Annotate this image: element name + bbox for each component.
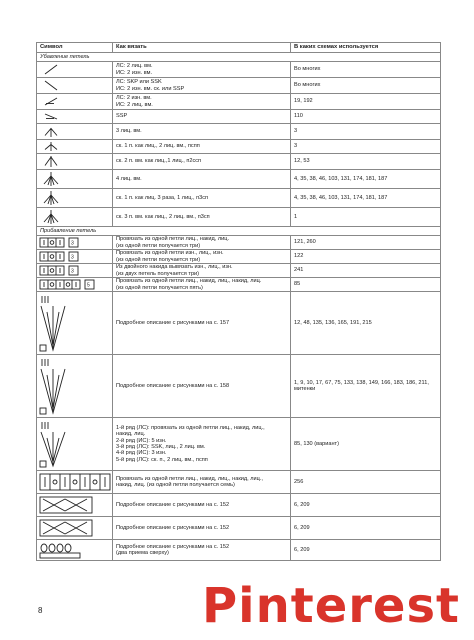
how-line: Подробное описание с рисунками на с. 152 [116,501,230,508]
table-row [37,140,441,154]
row-how [113,540,291,561]
how-line: 5-й ряд (ЛС): ск. п., 2 лиц. вм., пспп [116,456,208,463]
how-line: Провязать из одной петли лиц., накид, лиц., накид, лиц., [116,475,263,482]
how-line: 3 лиц. вм. [116,128,142,135]
knit-symbol-icon [37,124,113,140]
svg-text:3: 3 [71,254,74,261]
knit-symbol-icon [37,94,113,110]
knit-symbol-icon [37,189,113,208]
how-line: 1-й ряд (ЛС): провязать из одной петли лиц., накид, лиц., [116,424,265,431]
section-row [37,227,441,236]
how-line: ск. 3 п. вм. как лиц., 2 лиц. вм., п3сп [116,213,210,220]
knit-symbol-icon [37,170,113,189]
how-line: Подробное описание с рисунками на с. 152 [116,524,230,531]
row-how [113,189,291,208]
knit-symbol-icon [37,62,113,78]
table-row [37,540,441,561]
how-line: (из двух петель получается три) [116,270,200,277]
knit-symbol-icon [37,355,113,418]
row-how [113,208,291,227]
table-row [37,110,441,124]
how-line: Подробное описание с рисунками на с. 157 [116,319,230,326]
row-schemes: Во многих [291,62,441,78]
row-schemes: Во многих [291,78,441,94]
row-schemes: 110 [291,110,441,124]
how-line: Провязать из одной петли изн., лиц., изн. [116,250,224,257]
row-schemes: 4, 35, 38, 46, 103, 131, 174, 181, 187 [291,170,441,189]
row-how [113,78,291,94]
table-row [37,94,441,110]
svg-text:3: 3 [71,268,74,275]
how-line: ск. 2 п. вм. как лиц.,1 лиц., п2ссп [116,158,202,165]
knit-symbol-icon [37,78,113,94]
knit-symbol-icon [37,540,113,561]
table-row [37,236,441,250]
row-schemes: 3 [291,124,441,140]
how-line: SSP [116,113,128,120]
header-symbol: Символ [37,43,113,53]
row-how [113,140,291,154]
row-schemes: 3 [291,140,441,154]
table-row [37,250,441,264]
table-row [37,418,441,471]
knit-symbol-icon [37,292,113,355]
watermark-text: Pinterest [201,578,460,634]
how-line: (из одной петли получается пять) [116,284,203,291]
how-line: (из одной петли получается три) [116,242,201,249]
how-line: 4-й ряд (ИС): 3 изн. [116,450,167,457]
how-line: (из одной петли получается три) [116,256,201,263]
decrease-rows [37,62,441,227]
how-line: ск. 1 п. как лиц. 3 раза, 1 лиц., п3сп [116,194,209,201]
row-schemes: 6, 209 [291,540,441,561]
how-line: (два приема сверху) [116,550,169,556]
knit-symbol-icon [37,471,113,494]
increase-rows [37,236,441,561]
how-line: 4 лиц. вм. [116,175,142,182]
table-row [37,264,441,278]
table-header [37,43,441,53]
table-row [37,189,441,208]
row-schemes: 6, 209 [291,494,441,517]
row-schemes: 6, 209 [291,517,441,540]
row-schemes: 4, 35, 38, 46, 103, 131, 174, 181, 187 [291,189,441,208]
row-schemes: 1, 9, 10, 17, 67, 75, 133, 138, 149, 166, 183, 186, 211, митенки [291,355,441,418]
row-schemes: 1 [291,208,441,227]
row-how [113,278,291,292]
knit-symbol-icon [37,278,113,292]
table-row [37,494,441,517]
row-how [113,124,291,140]
table-row [37,124,441,140]
knit-symbol-icon [37,154,113,170]
svg-text:3: 3 [71,240,74,247]
knit-symbol-icon [37,494,113,517]
knit-symbol-icon [37,110,113,124]
knit-symbol-icon [37,250,113,264]
row-schemes: 241 [291,264,441,278]
table-row [37,62,441,78]
section-row [37,53,441,62]
table-row [37,278,441,292]
row-schemes: 121, 260 [291,236,441,250]
table-row [37,471,441,494]
row-how [113,494,291,517]
legend-table [36,42,441,561]
table-row [37,78,441,94]
how-line: ЛС: 2 лиц. вм. [116,63,153,70]
knit-symbol-icon [37,418,113,471]
row-how [113,471,291,494]
row-how [113,62,291,78]
table-row [37,292,441,355]
row-schemes: 85, 130 (вариант) [291,418,441,471]
how-line: ск. 1 п. как лиц., 2 лиц. вм., пспп [116,143,200,150]
table-row [37,355,441,418]
row-how [113,517,291,540]
knit-symbol-icon [37,208,113,227]
how-line: накид, лиц. [116,431,146,438]
how-line: ИС: 2 лиц. вм. [116,101,153,108]
svg-text:5: 5 [87,282,90,289]
how-line: ИС: 2 изн. вм. ск. или SSP [116,85,185,92]
how-line: 2-й ряд (ИС): 5 изн. [116,437,167,444]
how-line: Провязать из одной петли лиц., накид, лиц. [116,236,230,243]
pinterest-logo [202,578,460,634]
header-how: Как вязать [113,43,291,53]
row-how [113,170,291,189]
row-schemes: 256 [291,471,441,494]
row-how [113,264,291,278]
row-how [113,418,291,471]
row-how [113,154,291,170]
knit-symbol-icon [37,264,113,278]
how-line: Провязать из одной петли лиц., накид, лиц., накид, лиц. [116,278,262,285]
table-row [37,208,441,227]
row-how [113,250,291,264]
row-schemes: 12, 48, 135, 136, 165, 191, 215 [291,292,441,355]
row-how [113,292,291,355]
row-how [113,355,291,418]
how-line: Подробное описание с рисунками на с. 158 [116,382,230,389]
table-row [37,154,441,170]
how-line: Из двойного накида вывязать изн., лиц., изн. [116,264,233,271]
how-line: накид, лиц. (из одной петли получается семь) [116,482,235,488]
row-schemes: 12, 53 [291,154,441,170]
row-how [113,94,291,110]
header-schemes: В каких схемах используется [291,43,441,53]
row-schemes: 122 [291,250,441,264]
how-line: ЛС: 2 изн. вм. [116,95,152,102]
section-decrease: Убавление петель [37,53,441,62]
row-schemes: 19, 192 [291,94,441,110]
row-schemes: 85 [291,278,441,292]
how-line: ЛС: SKP или SSK [116,79,162,86]
section-increase: Прибавление петель [37,227,441,236]
knit-symbol-icon [37,140,113,154]
knit-symbol-icon [37,517,113,540]
row-how [113,236,291,250]
how-line: Подробное описание с рисунками на с. 152 [116,543,230,550]
how-line: 3-й ряд (ЛС): SSK, лиц., 2 лиц. вм. [116,444,206,450]
knit-symbol-icon [37,236,113,250]
row-how [113,110,291,124]
how-line: ИС: 2 изн. вм. [116,69,153,76]
table-row [37,170,441,189]
page-number: 8 [38,606,43,615]
table-row [37,517,441,540]
